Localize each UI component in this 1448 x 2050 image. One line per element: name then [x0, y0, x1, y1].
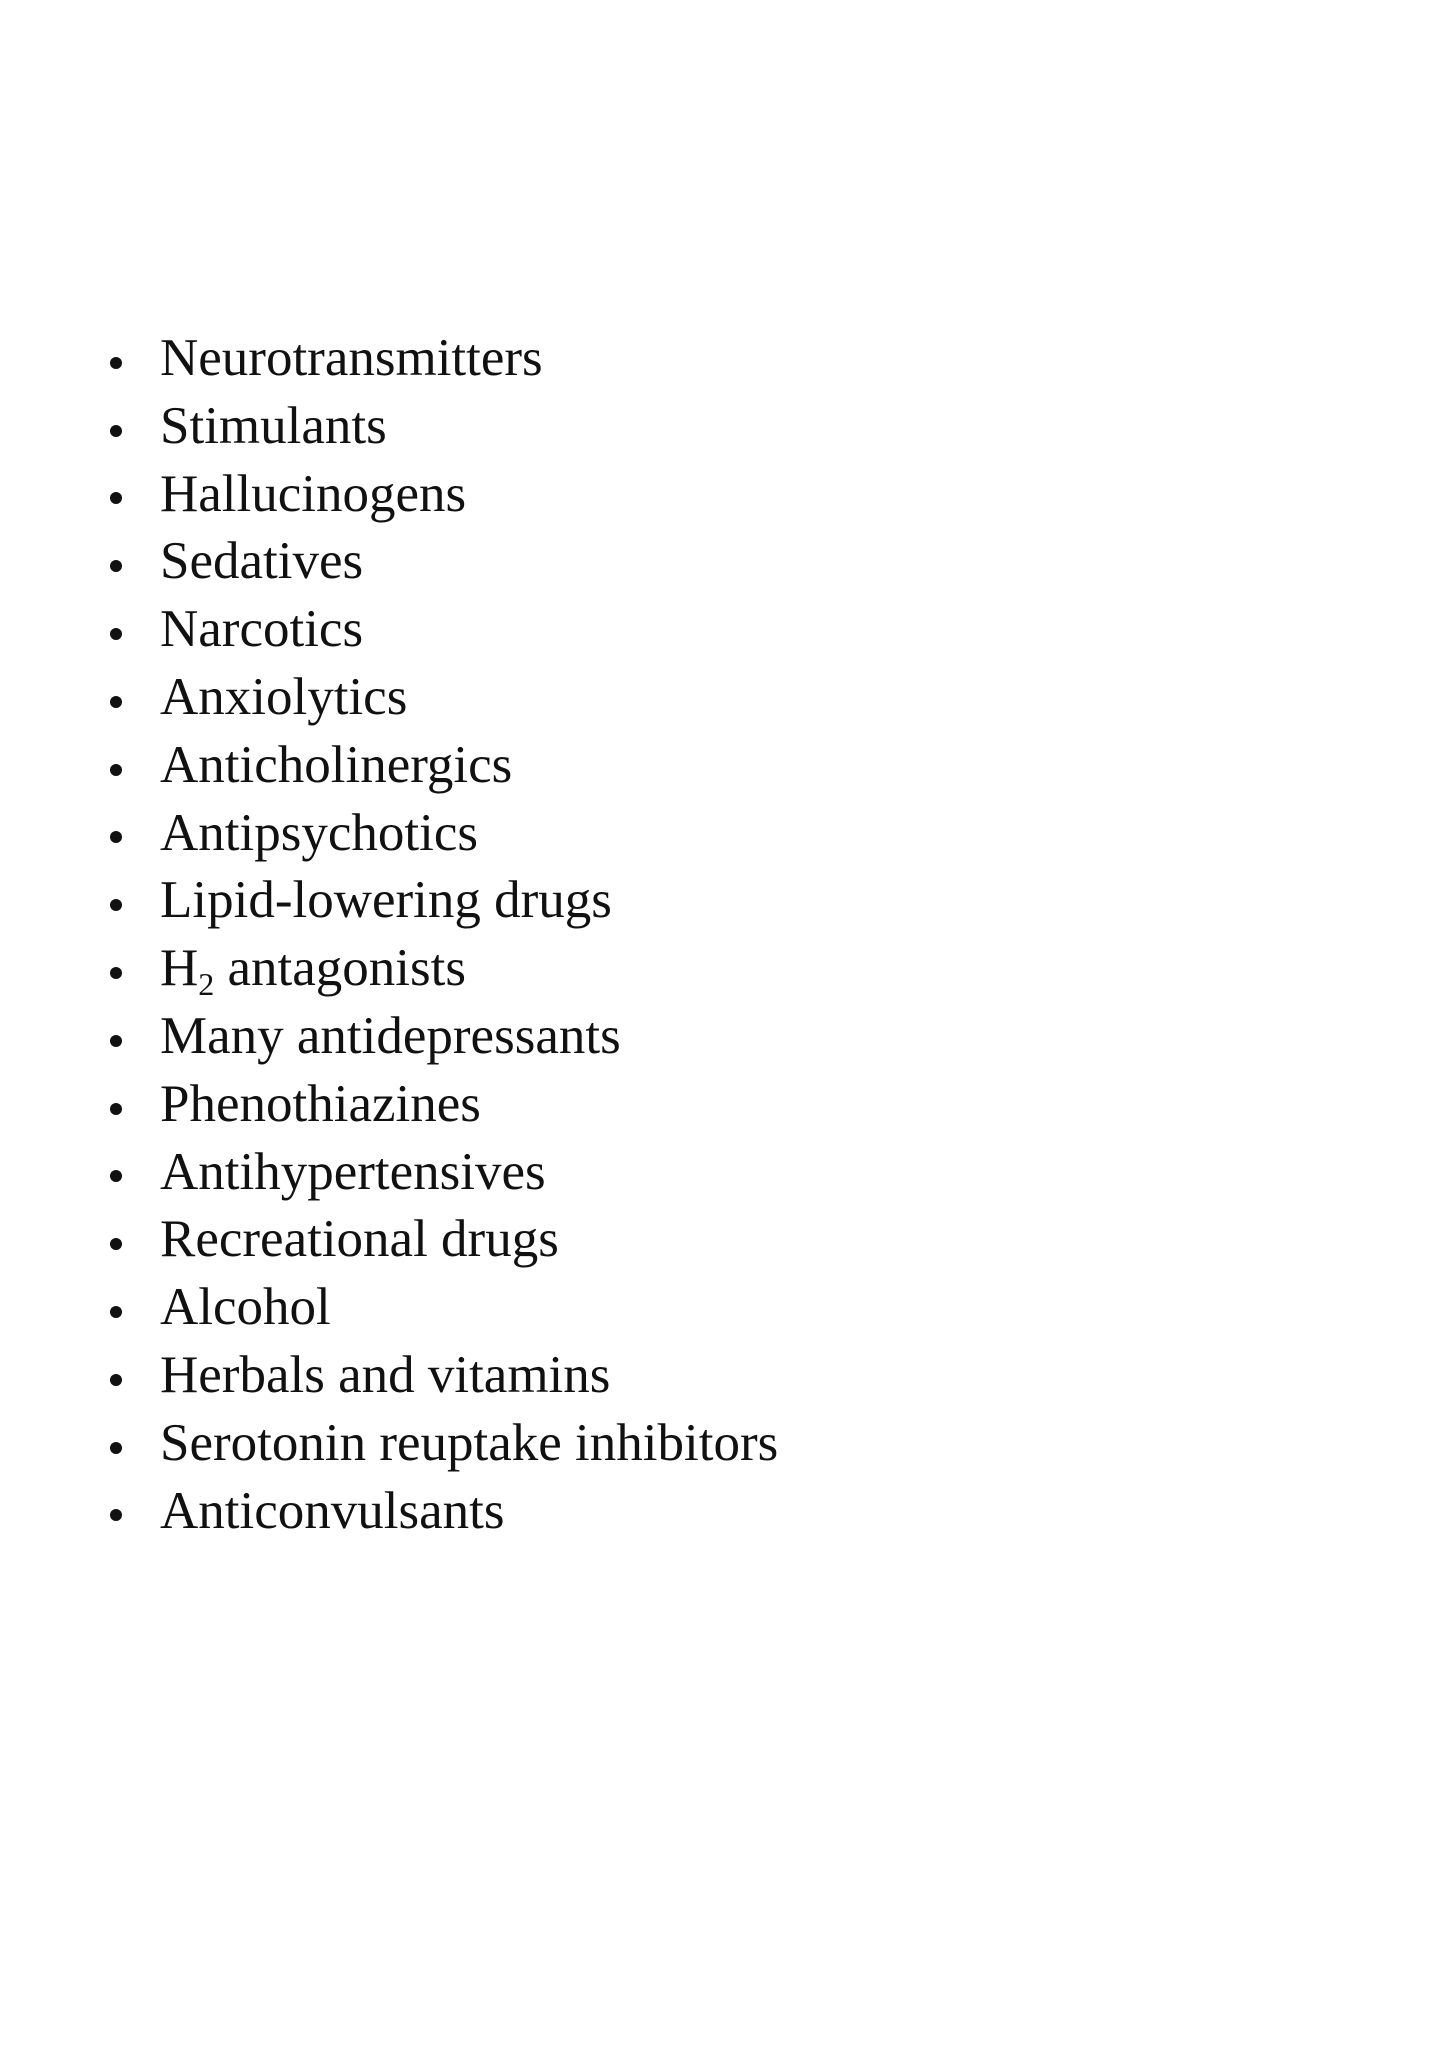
list-item — [104, 461, 778, 529]
bullet-icon — [110, 1035, 122, 1047]
list-item-label-subscript: 2 — [198, 966, 215, 1003]
bullet-icon — [110, 1306, 122, 1318]
list-item-label: Many antidepressants — [160, 1006, 621, 1065]
bullet-icon — [110, 1238, 122, 1250]
list-item-label: Antipsychotics — [160, 803, 478, 862]
list-item-label: Recreational drugs — [160, 1210, 559, 1269]
bullet-icon — [110, 357, 122, 369]
bullet-icon — [110, 831, 122, 843]
list-item-label: Narcotics — [160, 600, 364, 659]
list-item — [104, 800, 778, 868]
list-item-label-prefix: H — [160, 939, 199, 998]
bullet-icon — [110, 1170, 122, 1182]
list-item — [104, 867, 778, 935]
list-item-label: Alcohol — [160, 1278, 331, 1337]
bullet-icon — [110, 1442, 122, 1454]
list-item-label: Phenothiazines — [160, 1074, 481, 1133]
list-item — [104, 732, 778, 800]
bullet-icon — [110, 899, 122, 911]
list-item — [104, 1003, 778, 1071]
list-item-label: Herbals and vitamins — [160, 1345, 611, 1404]
list-item — [104, 1071, 778, 1139]
bullet-icon — [110, 492, 122, 504]
list-item — [104, 1478, 778, 1546]
bullet-icon — [110, 967, 122, 979]
bullet-icon — [110, 560, 122, 572]
list-item — [104, 935, 778, 1003]
list-item-label: Neurotransmitters — [160, 329, 543, 387]
list-item-label: Lipid-lowering drugs — [160, 871, 612, 930]
drug-class-list — [104, 325, 778, 1545]
bullet-icon — [110, 1374, 122, 1386]
list-item-label: Antihypertensives — [160, 1142, 546, 1201]
list-item — [104, 1410, 778, 1478]
list-item — [104, 528, 778, 596]
bullet-icon — [110, 1509, 122, 1521]
list-item — [104, 1139, 778, 1207]
list-item-label: Anxiolytics — [160, 667, 408, 726]
list-item-label: Anticonvulsants — [160, 1481, 505, 1540]
bullet-icon — [110, 628, 122, 640]
list-item — [104, 325, 778, 393]
list-item — [104, 1206, 778, 1274]
list-item-label: Stimulants — [160, 396, 387, 455]
list-item-label: Anticholinergics — [160, 735, 513, 794]
list-item-label: Hallucinogens — [160, 464, 467, 523]
list-item — [104, 596, 778, 664]
list-item-label — [160, 935, 466, 1003]
list-item — [104, 1274, 778, 1342]
bullet-icon — [110, 1103, 122, 1115]
bullet-icon — [110, 425, 122, 437]
list-item-label-suffix: antagonists — [214, 939, 467, 998]
list-item-label: Sedatives — [160, 532, 364, 591]
bullet-icon — [110, 696, 122, 708]
list-item — [104, 664, 778, 732]
list-item — [104, 393, 778, 461]
list-item-label: Serotonin reuptake inhibitors — [160, 1413, 779, 1472]
list-item — [104, 1342, 778, 1410]
bullet-icon — [110, 764, 122, 776]
